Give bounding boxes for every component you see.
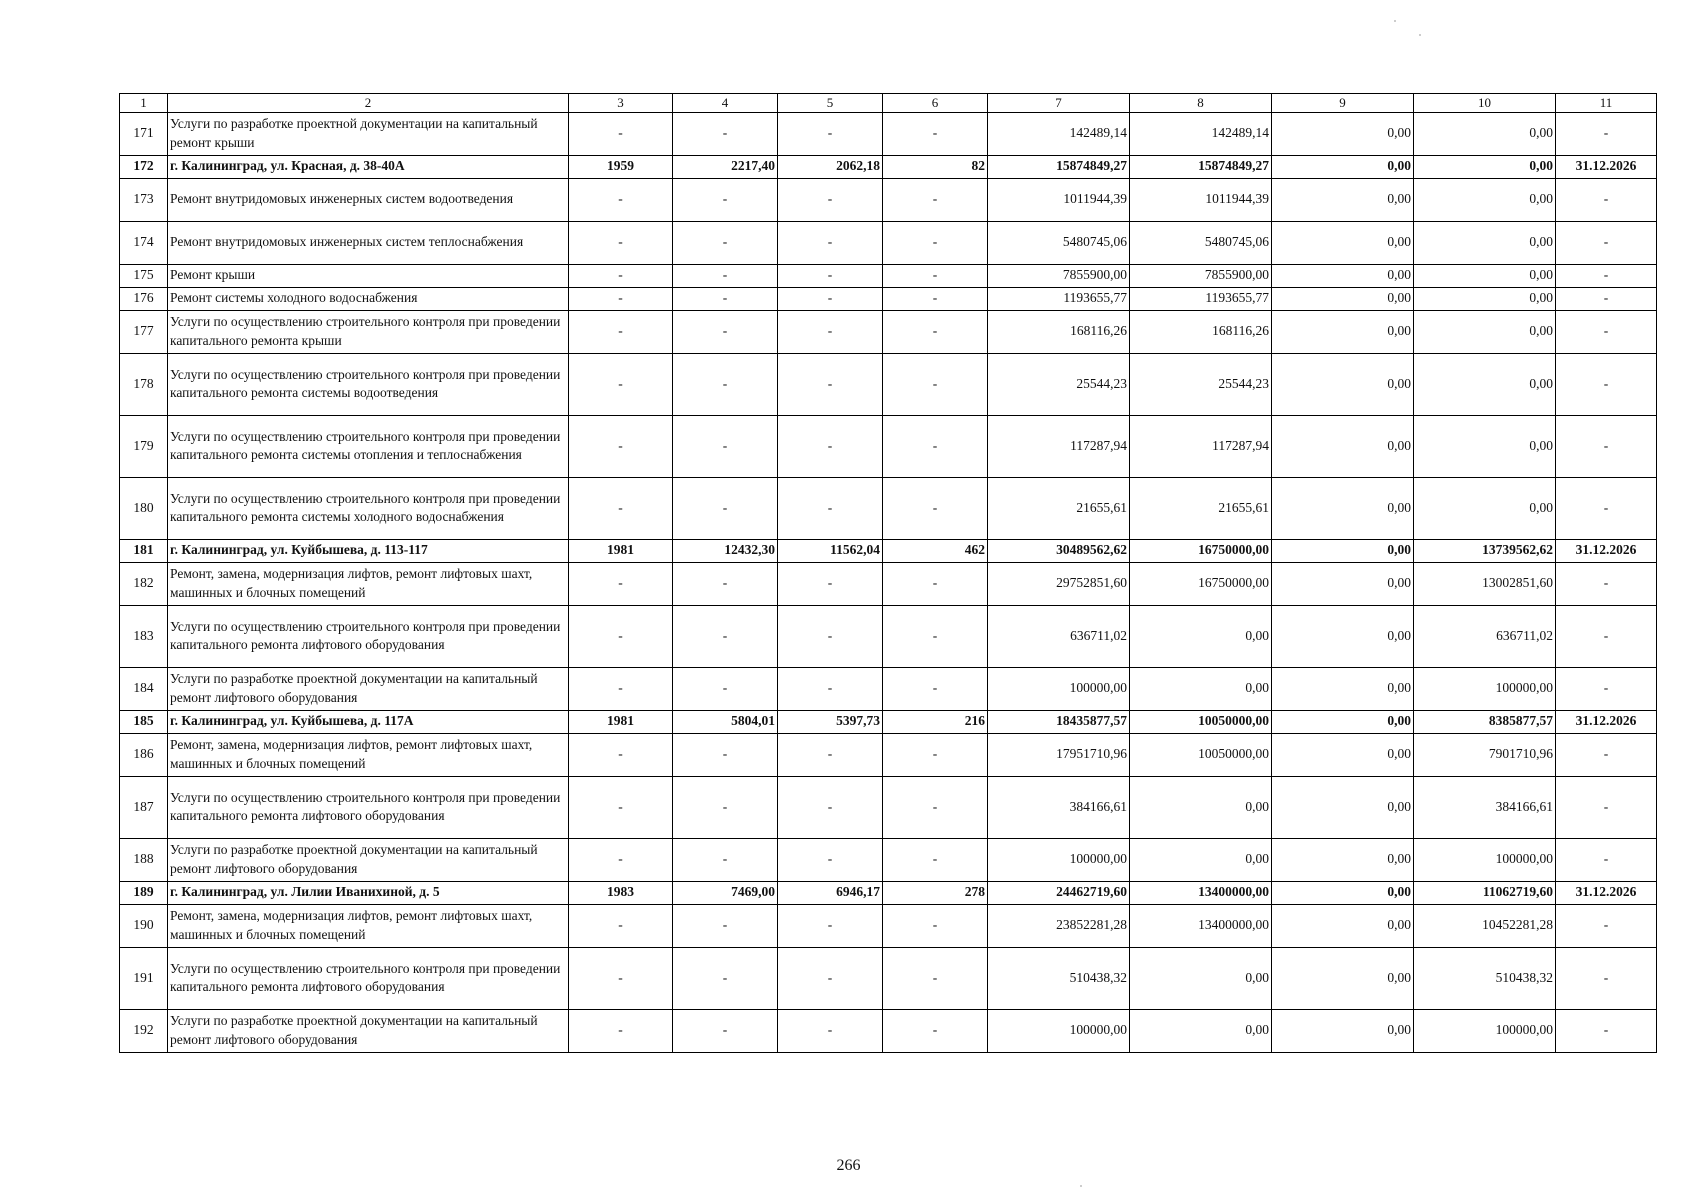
completion-date-cell: - <box>1556 353 1657 415</box>
owner-cost-cell: 0,00 <box>1414 310 1556 353</box>
budget-cost-cell: 0,00 <box>1272 904 1414 947</box>
residents-cell: - <box>883 221 988 264</box>
description-cell: Услуги по осуществлению строительного контроля при проведении капитального ремонта системы холодного водоснабжения <box>168 477 569 539</box>
fund-cost-cell: 1193655,77 <box>1130 287 1272 310</box>
residents-cell: - <box>883 947 988 1009</box>
total-area-cell: - <box>673 178 778 221</box>
budget-cost-cell: 0,00 <box>1272 178 1414 221</box>
address-row <box>120 881 1657 904</box>
total-area-cell: - <box>673 112 778 155</box>
residents-cell: - <box>883 264 988 287</box>
table-row <box>120 1009 1657 1052</box>
scan-speck <box>1394 20 1396 22</box>
living-area-cell: - <box>778 947 883 1009</box>
description-cell: Ремонт крыши <box>168 264 569 287</box>
column-number: 9 <box>1272 94 1414 113</box>
residents-cell: - <box>883 733 988 776</box>
living-area-cell: 11562,04 <box>778 539 883 562</box>
living-area-cell: - <box>778 776 883 838</box>
total-cost-cell: 117287,94 <box>988 415 1130 477</box>
budget-cost-cell: 0,00 <box>1272 710 1414 733</box>
year-cell: - <box>569 221 673 264</box>
total-area-cell: - <box>673 353 778 415</box>
fund-cost-cell: 15874849,27 <box>1130 155 1272 178</box>
total-cost-cell: 1193655,77 <box>988 287 1130 310</box>
living-area-cell: - <box>778 562 883 605</box>
address-row <box>120 155 1657 178</box>
residents-cell: 216 <box>883 710 988 733</box>
year-cell: - <box>569 838 673 881</box>
budget-cost-cell: 0,00 <box>1272 353 1414 415</box>
budget-cost-cell: 0,00 <box>1272 221 1414 264</box>
description-cell: Ремонт внутридомовых инженерных систем теплоснабжения <box>168 221 569 264</box>
table-row <box>120 353 1657 415</box>
budget-cost-cell: 0,00 <box>1272 477 1414 539</box>
table-row <box>120 310 1657 353</box>
total-cost-cell: 18435877,57 <box>988 710 1130 733</box>
total-area-cell: - <box>673 947 778 1009</box>
total-area-cell: - <box>673 605 778 667</box>
fund-cost-cell: 0,00 <box>1130 605 1272 667</box>
year-cell: - <box>569 733 673 776</box>
owner-cost-cell: 0,00 <box>1414 178 1556 221</box>
residents-cell: - <box>883 477 988 539</box>
living-area-cell: - <box>778 733 883 776</box>
total-cost-cell: 100000,00 <box>988 667 1130 710</box>
residents-cell: - <box>883 1009 988 1052</box>
budget-cost-cell: 0,00 <box>1272 539 1414 562</box>
living-area-cell: - <box>778 667 883 710</box>
total-cost-cell: 23852281,28 <box>988 904 1130 947</box>
owner-cost-cell: 100000,00 <box>1414 1009 1556 1052</box>
fund-cost-cell: 0,00 <box>1130 667 1272 710</box>
row-number-cell: 177 <box>120 310 168 353</box>
completion-date-cell: - <box>1556 947 1657 1009</box>
completion-date-cell: 31.12.2026 <box>1556 710 1657 733</box>
budget-cost-cell: 0,00 <box>1272 947 1414 1009</box>
residents-cell: 278 <box>883 881 988 904</box>
completion-date-cell: - <box>1556 221 1657 264</box>
column-number: 7 <box>988 94 1130 113</box>
total-cost-cell: 21655,61 <box>988 477 1130 539</box>
fund-cost-cell: 25544,23 <box>1130 353 1272 415</box>
year-cell: - <box>569 605 673 667</box>
year-cell: - <box>569 415 673 477</box>
budget-cost-cell: 0,00 <box>1272 605 1414 667</box>
budget-cost-cell: 0,00 <box>1272 264 1414 287</box>
row-number-cell: 184 <box>120 667 168 710</box>
table-row <box>120 605 1657 667</box>
residents-cell: - <box>883 112 988 155</box>
table-row <box>120 776 1657 838</box>
budget-cost-cell: 0,00 <box>1272 667 1414 710</box>
total-cost-cell: 636711,02 <box>988 605 1130 667</box>
total-area-cell: - <box>673 221 778 264</box>
column-number: 1 <box>120 94 168 113</box>
description-cell: Услуги по осуществлению строительного контроля при проведении капитального ремонта лифтового оборудования <box>168 605 569 667</box>
total-cost-cell: 1011944,39 <box>988 178 1130 221</box>
total-cost-cell: 29752851,60 <box>988 562 1130 605</box>
fund-cost-cell: 13400000,00 <box>1130 904 1272 947</box>
column-number: 3 <box>569 94 673 113</box>
owner-cost-cell: 0,00 <box>1414 415 1556 477</box>
year-cell: - <box>569 947 673 1009</box>
year-cell: - <box>569 178 673 221</box>
row-number-cell: 187 <box>120 776 168 838</box>
fund-cost-cell: 0,00 <box>1130 776 1272 838</box>
completion-date-cell: - <box>1556 112 1657 155</box>
total-cost-cell: 100000,00 <box>988 1009 1130 1052</box>
living-area-cell: - <box>778 415 883 477</box>
owner-cost-cell: 13002851,60 <box>1414 562 1556 605</box>
owner-cost-cell: 7901710,96 <box>1414 733 1556 776</box>
residents-cell: 82 <box>883 155 988 178</box>
table-row <box>120 178 1657 221</box>
column-number: 11 <box>1556 94 1657 113</box>
year-cell: - <box>569 264 673 287</box>
total-area-cell: - <box>673 477 778 539</box>
row-number-cell: 180 <box>120 477 168 539</box>
total-cost-cell: 5480745,06 <box>988 221 1130 264</box>
living-area-cell: - <box>778 353 883 415</box>
residents-cell: - <box>883 605 988 667</box>
owner-cost-cell: 10452281,28 <box>1414 904 1556 947</box>
completion-date-cell: - <box>1556 904 1657 947</box>
fund-cost-cell: 5480745,06 <box>1130 221 1272 264</box>
document-sheet <box>119 93 1656 1053</box>
budget-cost-cell: 0,00 <box>1272 112 1414 155</box>
row-number-cell: 176 <box>120 287 168 310</box>
column-number: 2 <box>168 94 569 113</box>
row-number-cell: 175 <box>120 264 168 287</box>
total-cost-cell: 384166,61 <box>988 776 1130 838</box>
owner-cost-cell: 0,00 <box>1414 155 1556 178</box>
living-area-cell: - <box>778 310 883 353</box>
total-area-cell: - <box>673 904 778 947</box>
description-cell: Услуги по осуществлению строительного контроля при проведении капитального ремонта лифтового оборудования <box>168 947 569 1009</box>
total-cost-cell: 25544,23 <box>988 353 1130 415</box>
fund-cost-cell: 0,00 <box>1130 1009 1272 1052</box>
row-number-cell: 173 <box>120 178 168 221</box>
column-number: 5 <box>778 94 883 113</box>
residents-cell: - <box>883 353 988 415</box>
total-cost-cell: 15874849,27 <box>988 155 1130 178</box>
living-area-cell: - <box>778 1009 883 1052</box>
living-area-cell: 5397,73 <box>778 710 883 733</box>
scan-speck <box>1080 1185 1082 1187</box>
table-row <box>120 562 1657 605</box>
total-area-cell: - <box>673 776 778 838</box>
description-cell: Ремонт, замена, модернизация лифтов, ремонт лифтовых шахт, машинных и блочных помещений <box>168 733 569 776</box>
completion-date-cell: 31.12.2026 <box>1556 881 1657 904</box>
fund-cost-cell: 16750000,00 <box>1130 539 1272 562</box>
owner-cost-cell: 384166,61 <box>1414 776 1556 838</box>
year-cell: 1959 <box>569 155 673 178</box>
row-number-cell: 182 <box>120 562 168 605</box>
year-cell: - <box>569 310 673 353</box>
row-number-cell: 183 <box>120 605 168 667</box>
address-row <box>120 710 1657 733</box>
description-cell: г. Калининград, ул. Куйбышева, д. 117А <box>168 710 569 733</box>
owner-cost-cell: 510438,32 <box>1414 947 1556 1009</box>
row-number-cell: 178 <box>120 353 168 415</box>
table-row <box>120 264 1657 287</box>
row-number-cell: 171 <box>120 112 168 155</box>
budget-cost-cell: 0,00 <box>1272 310 1414 353</box>
total-cost-cell: 100000,00 <box>988 838 1130 881</box>
total-area-cell: 12432,30 <box>673 539 778 562</box>
total-area-cell: - <box>673 838 778 881</box>
total-area-cell: - <box>673 1009 778 1052</box>
completion-date-cell: - <box>1556 1009 1657 1052</box>
owner-cost-cell: 0,00 <box>1414 477 1556 539</box>
residents-cell: - <box>883 178 988 221</box>
total-area-cell: - <box>673 562 778 605</box>
description-cell: Ремонт системы холодного водоснабжения <box>168 287 569 310</box>
description-cell: г. Калининград, ул. Куйбышева, д. 113-117 <box>168 539 569 562</box>
table-row <box>120 947 1657 1009</box>
row-number-cell: 186 <box>120 733 168 776</box>
budget-cost-cell: 0,00 <box>1272 415 1414 477</box>
table-row <box>120 733 1657 776</box>
row-number-cell: 188 <box>120 838 168 881</box>
row-number-cell: 172 <box>120 155 168 178</box>
fund-cost-cell: 13400000,00 <box>1130 881 1272 904</box>
year-cell: - <box>569 287 673 310</box>
column-number: 8 <box>1130 94 1272 113</box>
column-number: 10 <box>1414 94 1556 113</box>
year-cell: 1981 <box>569 710 673 733</box>
fund-cost-cell: 7855900,00 <box>1130 264 1272 287</box>
completion-date-cell: - <box>1556 287 1657 310</box>
living-area-cell: - <box>778 287 883 310</box>
fund-cost-cell: 142489,14 <box>1130 112 1272 155</box>
living-area-cell: - <box>778 178 883 221</box>
living-area-cell: - <box>778 605 883 667</box>
total-area-cell: - <box>673 264 778 287</box>
total-cost-cell: 142489,14 <box>988 112 1130 155</box>
capital-repair-table <box>119 93 1657 1053</box>
year-cell: - <box>569 112 673 155</box>
fund-cost-cell: 16750000,00 <box>1130 562 1272 605</box>
row-number-cell: 191 <box>120 947 168 1009</box>
description-cell: Услуги по осуществлению строительного контроля при проведении капитального ремонта крыши <box>168 310 569 353</box>
year-cell: - <box>569 1009 673 1052</box>
total-area-cell: - <box>673 415 778 477</box>
owner-cost-cell: 100000,00 <box>1414 667 1556 710</box>
column-number-row <box>120 94 1657 113</box>
description-cell: Услуги по разработке проектной документации на капитальный ремонт лифтового оборудования <box>168 1009 569 1052</box>
budget-cost-cell: 0,00 <box>1272 733 1414 776</box>
budget-cost-cell: 0,00 <box>1272 881 1414 904</box>
table-row <box>120 477 1657 539</box>
year-cell: - <box>569 776 673 838</box>
total-area-cell: 2217,40 <box>673 155 778 178</box>
budget-cost-cell: 0,00 <box>1272 1009 1414 1052</box>
total-area-cell: - <box>673 733 778 776</box>
residents-cell: 462 <box>883 539 988 562</box>
completion-date-cell: - <box>1556 178 1657 221</box>
table-row <box>120 287 1657 310</box>
table-row <box>120 904 1657 947</box>
completion-date-cell: - <box>1556 667 1657 710</box>
completion-date-cell: - <box>1556 733 1657 776</box>
total-area-cell: - <box>673 667 778 710</box>
total-area-cell: 7469,00 <box>673 881 778 904</box>
residents-cell: - <box>883 310 988 353</box>
description-cell: Услуги по осуществлению строительного контроля при проведении капитального ремонта системы водоотведения <box>168 353 569 415</box>
table-row <box>120 838 1657 881</box>
living-area-cell: - <box>778 112 883 155</box>
fund-cost-cell: 21655,61 <box>1130 477 1272 539</box>
fund-cost-cell: 10050000,00 <box>1130 733 1272 776</box>
row-number-cell: 190 <box>120 904 168 947</box>
description-cell: г. Калининград, ул. Лилии Иванихиной, д. 5 <box>168 881 569 904</box>
completion-date-cell: 31.12.2026 <box>1556 155 1657 178</box>
owner-cost-cell: 636711,02 <box>1414 605 1556 667</box>
description-cell: Ремонт, замена, модернизация лифтов, ремонт лифтовых шахт, машинных и блочных помещений <box>168 562 569 605</box>
table-row <box>120 667 1657 710</box>
total-cost-cell: 7855900,00 <box>988 264 1130 287</box>
description-cell: Услуги по разработке проектной документации на капитальный ремонт лифтового оборудования <box>168 838 569 881</box>
total-area-cell: - <box>673 287 778 310</box>
row-number-cell: 179 <box>120 415 168 477</box>
total-cost-cell: 24462719,60 <box>988 881 1130 904</box>
description-cell: Ремонт, замена, модернизация лифтов, ремонт лифтовых шахт, машинных и блочных помещений <box>168 904 569 947</box>
completion-date-cell: 31.12.2026 <box>1556 539 1657 562</box>
completion-date-cell: - <box>1556 605 1657 667</box>
year-cell: - <box>569 562 673 605</box>
fund-cost-cell: 1011944,39 <box>1130 178 1272 221</box>
year-cell: - <box>569 904 673 947</box>
address-row <box>120 539 1657 562</box>
completion-date-cell: - <box>1556 310 1657 353</box>
owner-cost-cell: 11062719,60 <box>1414 881 1556 904</box>
description-cell: Ремонт внутридомовых инженерных систем водоотведения <box>168 178 569 221</box>
completion-date-cell: - <box>1556 415 1657 477</box>
living-area-cell: 2062,18 <box>778 155 883 178</box>
residents-cell: - <box>883 667 988 710</box>
total-cost-cell: 30489562,62 <box>988 539 1130 562</box>
fund-cost-cell: 10050000,00 <box>1130 710 1272 733</box>
row-number-cell: 181 <box>120 539 168 562</box>
fund-cost-cell: 168116,26 <box>1130 310 1272 353</box>
completion-date-cell: - <box>1556 838 1657 881</box>
year-cell: - <box>569 667 673 710</box>
living-area-cell: - <box>778 264 883 287</box>
budget-cost-cell: 0,00 <box>1272 287 1414 310</box>
description-cell: Услуги по разработке проектной документации на капитальный ремонт лифтового оборудования <box>168 667 569 710</box>
residents-cell: - <box>883 776 988 838</box>
owner-cost-cell: 0,00 <box>1414 221 1556 264</box>
column-number: 4 <box>673 94 778 113</box>
living-area-cell: - <box>778 904 883 947</box>
total-cost-cell: 168116,26 <box>988 310 1130 353</box>
owner-cost-cell: 8385877,57 <box>1414 710 1556 733</box>
living-area-cell: - <box>778 221 883 264</box>
year-cell: 1983 <box>569 881 673 904</box>
year-cell: 1981 <box>569 539 673 562</box>
description-cell: Услуги по осуществлению строительного контроля при проведении капитального ремонта системы отопления и теплоснабжения <box>168 415 569 477</box>
table-row <box>120 221 1657 264</box>
living-area-cell: 6946,17 <box>778 881 883 904</box>
table-row <box>120 415 1657 477</box>
year-cell: - <box>569 477 673 539</box>
owner-cost-cell: 0,00 <box>1414 353 1556 415</box>
year-cell: - <box>569 353 673 415</box>
total-area-cell: - <box>673 310 778 353</box>
total-cost-cell: 510438,32 <box>988 947 1130 1009</box>
total-area-cell: 5804,01 <box>673 710 778 733</box>
row-number-cell: 185 <box>120 710 168 733</box>
owner-cost-cell: 100000,00 <box>1414 838 1556 881</box>
residents-cell: - <box>883 838 988 881</box>
description-cell: г. Калининград, ул. Красная, д. 38-40А <box>168 155 569 178</box>
budget-cost-cell: 0,00 <box>1272 838 1414 881</box>
owner-cost-cell: 13739562,62 <box>1414 539 1556 562</box>
residents-cell: - <box>883 287 988 310</box>
budget-cost-cell: 0,00 <box>1272 155 1414 178</box>
completion-date-cell: - <box>1556 562 1657 605</box>
residents-cell: - <box>883 904 988 947</box>
residents-cell: - <box>883 562 988 605</box>
row-number-cell: 192 <box>120 1009 168 1052</box>
completion-date-cell: - <box>1556 776 1657 838</box>
completion-date-cell: - <box>1556 477 1657 539</box>
fund-cost-cell: 117287,94 <box>1130 415 1272 477</box>
row-number-cell: 174 <box>120 221 168 264</box>
living-area-cell: - <box>778 477 883 539</box>
page-number: 266 <box>836 1157 861 1174</box>
budget-cost-cell: 0,00 <box>1272 562 1414 605</box>
description-cell: Услуги по разработке проектной документации на капитальный ремонт крыши <box>168 112 569 155</box>
column-number: 6 <box>883 94 988 113</box>
owner-cost-cell: 0,00 <box>1414 112 1556 155</box>
owner-cost-cell: 0,00 <box>1414 287 1556 310</box>
living-area-cell: - <box>778 838 883 881</box>
table-row <box>120 112 1657 155</box>
row-number-cell: 189 <box>120 881 168 904</box>
owner-cost-cell: 0,00 <box>1414 264 1556 287</box>
fund-cost-cell: 0,00 <box>1130 838 1272 881</box>
residents-cell: - <box>883 415 988 477</box>
description-cell: Услуги по осуществлению строительного контроля при проведении капитального ремонта лифтового оборудования <box>168 776 569 838</box>
scan-speck <box>1419 34 1421 36</box>
fund-cost-cell: 0,00 <box>1130 947 1272 1009</box>
completion-date-cell: - <box>1556 264 1657 287</box>
budget-cost-cell: 0,00 <box>1272 776 1414 838</box>
total-cost-cell: 17951710,96 <box>988 733 1130 776</box>
